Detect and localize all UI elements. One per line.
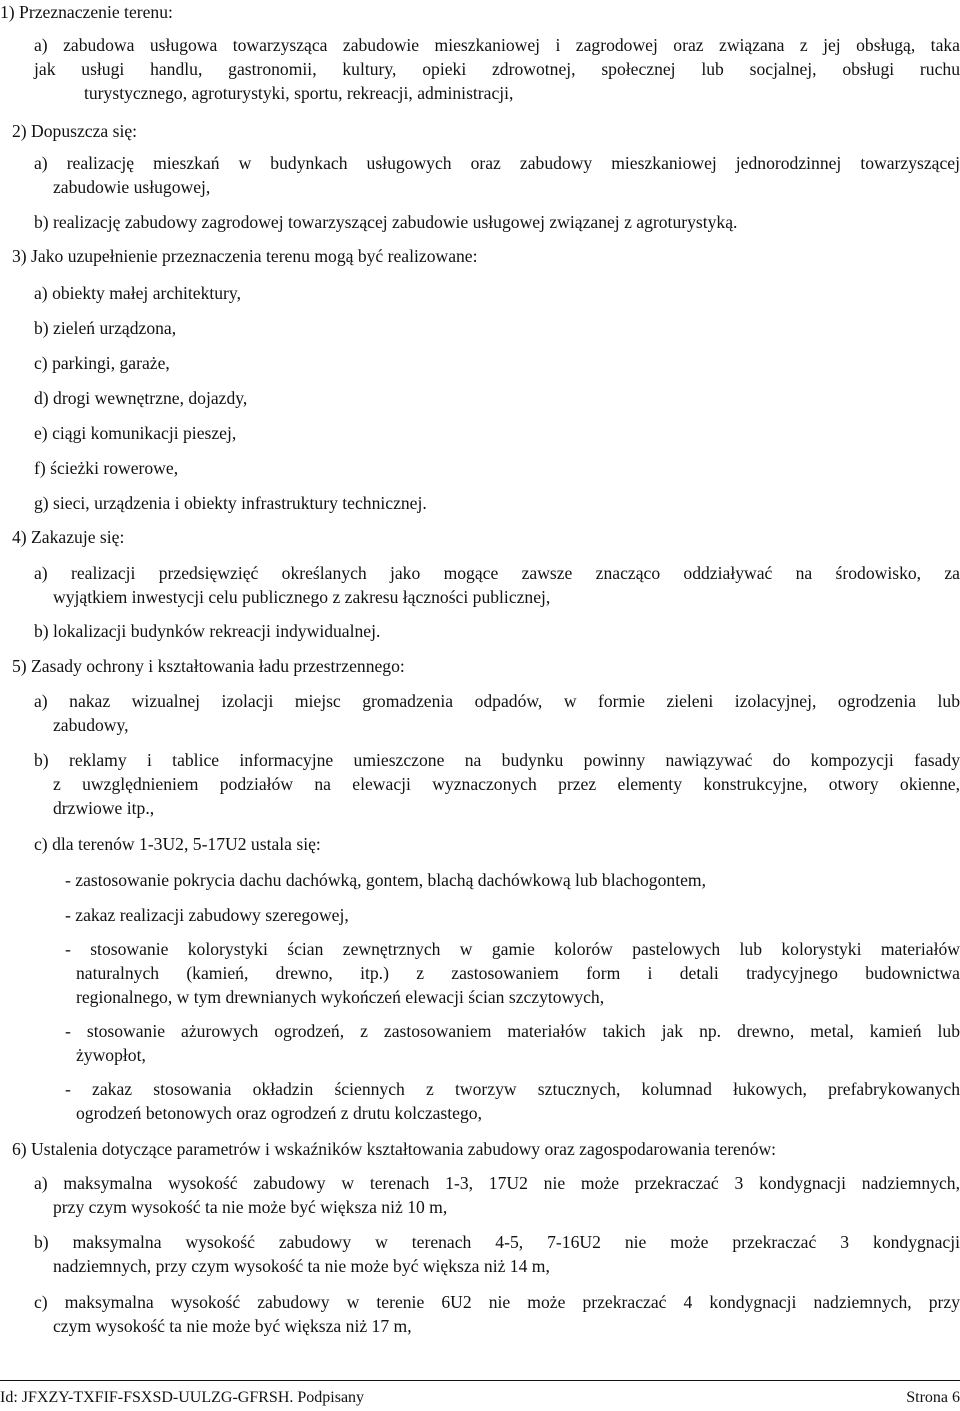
section-6-item-c-cont: czym wysokość ta nie może być większa niż 17 m, — [53, 1316, 412, 1336]
section-3-item: e) ciągi komunikacji pieszej, — [34, 423, 237, 443]
section-2-heading: 2) Dopuszcza się: — [12, 121, 138, 141]
section-5-dash-item: - zakaz stosowania okładzin ściennych z tworzyw sztucznych, kolumnad łukowych, prefabrykowanych — [65, 1079, 960, 1099]
section-5-dash-item-cont: naturalnych (kamień, drewno, itp.) z zastosowaniem form i detali tradycyjnego budownictwa — [76, 963, 960, 983]
section-6-item-c: c) maksymalna wysokość zabudowy w terenie 6U2 nie może przekraczać 4 kondygnacji nadziemnych, przy — [34, 1292, 960, 1312]
section-2-item-b: b) realizację zabudowy zagrodowej towarzyszącej zabudowie usługowej związanej z agroturystyką. — [34, 212, 738, 232]
section-5-dash-item-last: regionalnego, w tym drewnianych wykończeń elewacji ścian szczytowych, — [76, 987, 605, 1007]
footer-document-id: Id: JFXZY-TXFIF-FSXSD-UULZG-GFRSH. Podpisany — [0, 1389, 365, 1406]
section-3-item: d) drogi wewnętrzne, dojazdy, — [34, 388, 248, 408]
section-4-item-a: a) realizacji przedsięwzięć określanych jako mogące zawsze znacząco oddziaływać na środowisko, za — [34, 563, 960, 583]
section-5-dash-item-cont: ogrodzeń betonowych oraz ogrodzeń z drutu kolczastego, — [76, 1103, 482, 1123]
section-5-item-a-cont: zabudowy, — [53, 715, 129, 735]
section-5-item-a: a) nakaz wizualnej izolacji miejsc gromadzenia odpadów, w formie zieleni izolacyjnej, ogrodzenia lub — [34, 691, 960, 711]
section-2-item-a: a) realizację mieszkań w budynkach usługowych oraz zabudowy mieszkaniowej jednorodzinnej towarzyszącej — [34, 153, 960, 173]
section-3-item: a) obiekty małej architektury, — [34, 283, 241, 303]
section-3-item: f) ścieżki rowerowe, — [34, 458, 179, 478]
section-1-item-a: a) zabudowa usługowa towarzysząca zabudowie mieszkaniowej i zagrodowej oraz związana z jej obsługą, taka jak usługi handlu, gastronomii, kultury, opieki zdrowotnej, społecznej lub socjalnej, obsługi ruchu — [34, 35, 960, 79]
section-2-item-a-cont: zabudowie usługowej, — [53, 177, 211, 197]
section-5-item-b-cont: z uwzględnieniem podziałów na elewacji wyznaczonych przez elementy konstrukcyjne, otwory okienne, — [53, 774, 960, 794]
section-1-item-a-last: turystycznego, agroturystyki, sportu, rekreacji, administracji, — [84, 83, 514, 103]
section-6-item-b-cont: nadziemnych, przy czym wysokość ta nie może być większa niż 14 m, — [53, 1256, 550, 1276]
footer-divider — [0, 1380, 960, 1381]
section-5-item-b: b) reklamy i tablice informacyjne umieszczone na budynku powinny nawiązywać do kompozycji fasady — [34, 750, 960, 770]
section-4-heading: 4) Zakazuje się: — [12, 527, 125, 547]
section-1-heading: 1) Przeznaczenie terenu: — [0, 2, 173, 22]
section-5-dash-item-cont: żywopłot, — [76, 1045, 146, 1065]
section-3-item: g) sieci, urządzenia i obiekty infrastruktury technicznej. — [34, 493, 427, 513]
section-6-heading: 6) Ustalenia dotyczące parametrów i wskaźników kształtowania zabudowy oraz zagospodarowania terenów: — [12, 1139, 777, 1159]
section-3-heading: 3) Jako uzupełnienie przeznaczenia terenu mogą być realizowane: — [12, 246, 478, 266]
section-3-item: c) parkingi, garaże, — [34, 353, 170, 373]
section-5-heading: 5) Zasady ochrony i kształtowania ładu przestrzennego: — [12, 656, 405, 676]
section-5-dash-item: - zakaz realizacji zabudowy szeregowej, — [65, 905, 349, 925]
section-3-item: b) zieleń urządzona, — [34, 318, 177, 338]
section-5-item-b-last: drzwiowe itp., — [53, 798, 155, 818]
section-6-item-b: b) maksymalna wysokość zabudowy w terenach 4-5, 7-16U2 nie może przekraczać 3 kondygnacji — [34, 1232, 960, 1252]
section-4-item-b: b) lokalizacji budynków rekreacji indywidualnej. — [34, 621, 381, 641]
section-4-item-a-cont: wyjątkiem inwestycji celu publicznego z zakresu łączności publicznej, — [53, 587, 551, 607]
section-6-item-a: a) maksymalna wysokość zabudowy w terenach 1-3, 17U2 nie może przekraczać 3 kondygnacji nadziemnych, — [34, 1173, 960, 1193]
section-5-item-c: c) dla terenów 1-3U2, 5-17U2 ustala się: — [34, 834, 321, 854]
section-5-dash-item: - zastosowanie pokrycia dachu dachówką, gontem, blachą dachówkową lub blachogontem, — [65, 870, 706, 890]
section-5-dash-item: - stosowanie kolorystyki ścian zewnętrznych w gamie kolorów pastelowych lub kolorystyki materiałów — [65, 939, 960, 959]
footer-page-number: Strona 6 — [906, 1389, 960, 1406]
section-5-dash-item: - stosowanie ażurowych ogrodzeń, z zastosowaniem materiałów takich jak np. drewno, metal, kamień lub — [65, 1021, 960, 1041]
section-6-item-a-cont: przy czym wysokość ta nie może być większa niż 10 m, — [53, 1197, 448, 1217]
